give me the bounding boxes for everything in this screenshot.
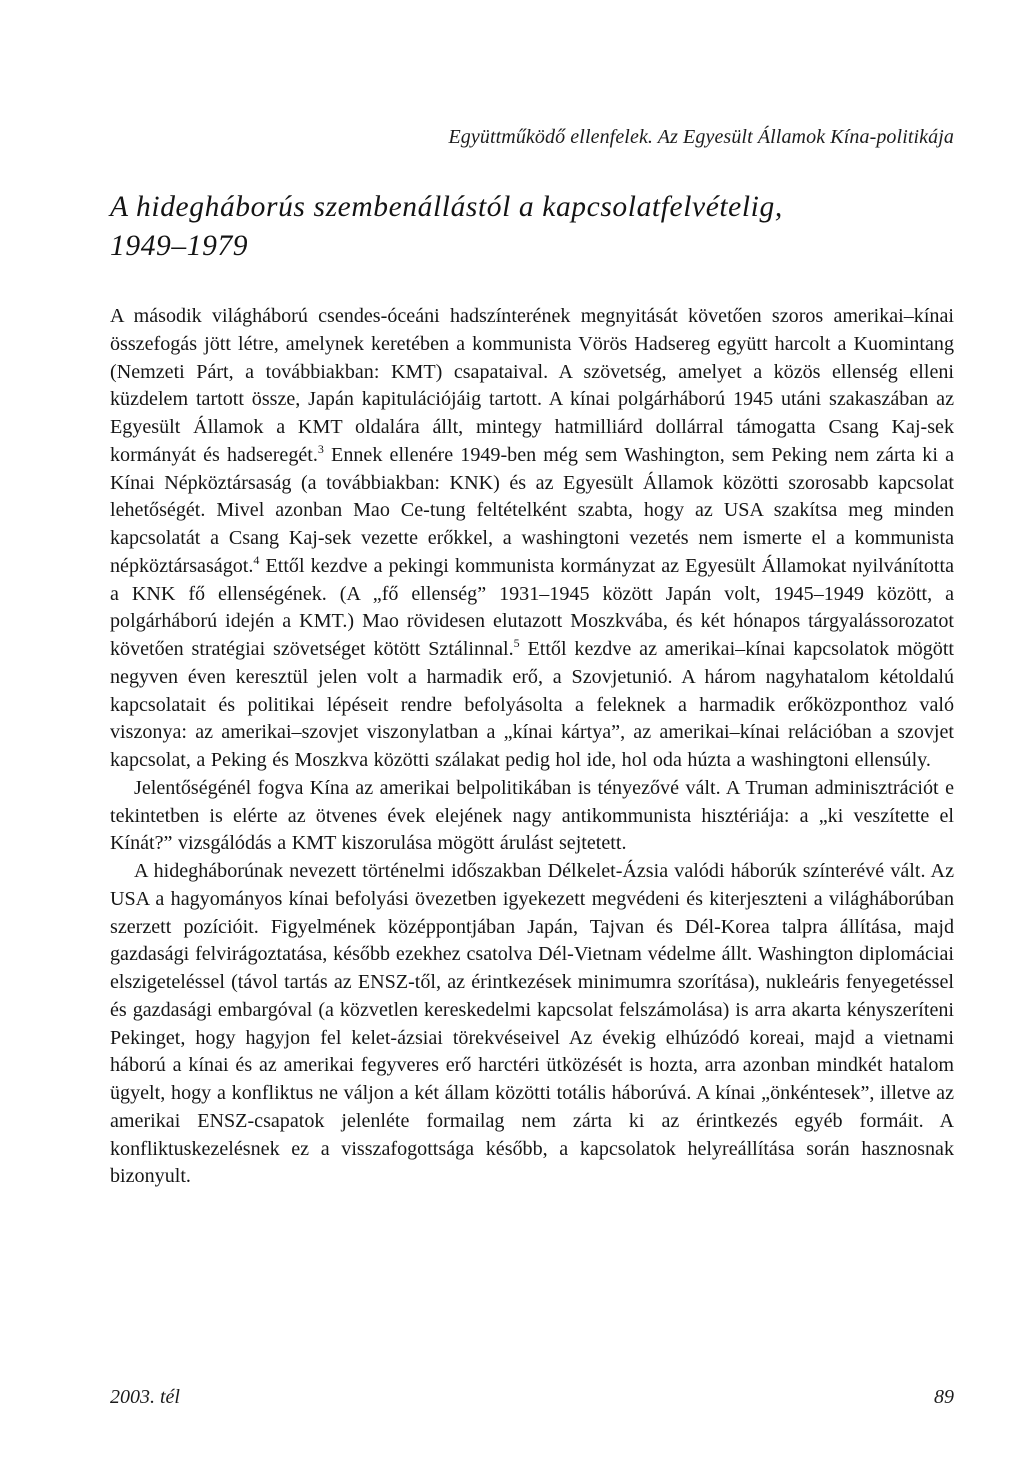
body-paragraph [110,775,954,858]
running-header: Együttműködő ellenfelek. Az Egyesült Államok Kína-politikája [448,126,954,148]
paragraph-text: Ettől kezdve az amerikai–kínai kapcsolatok mögött negyven éven keresztül jelen volt a harmadik erő, a Szovjetunió. A három nagyhatalom kétoldalú kapcsolatait és politikai lépéseit rendre befolyásolta a feleknek a harmadik erőközponthoz való viszonya: az amerikai–szovjet viszonylatban a „kínai kártya”, az amerikai–kínai relációban a szovjet kapcsolat, a Peking és Moszkva közötti szálakat pedig hol ide, hol oda húzta a washingtoni ellensúly. [110,638,954,771]
footnote-marker: 4 [253,552,260,567]
footnote-marker: 5 [513,636,520,651]
body-paragraph [110,303,954,775]
article-title-line-2: 1949–1979 [110,230,249,262]
body-paragraph [110,858,954,1191]
article-body [110,303,954,1191]
article-title-line-1: A hidegháborús szembenállástól a kapcsolatfelvételig, [110,191,783,223]
paragraph-text: A második világháború csendes-óceáni hadszínterének megnyitását követően szoros amerikai–kínai összefogás jött létre, amelynek keretében a kommunista Vörös Hadsereg együtt harcolt a Kuomintang (Nemzeti Párt, a továbbiakban: KMT) csapataival. A szövetség, amelyet a közös ellenség elleni küzdelem tartott össze, Japán kapitulációjáig tartott. A kínai polgárháború 1945 utáni szakaszában az Egyesült Államok a KMT oldalára állt, mintegy hatmilliárd dollárral támogatta Csang Kaj-sek kormányát és hadseregét. [110,305,954,466]
document-page [110,0,954,1476]
paragraph-text: Ennek ellenére 1949-ben még sem Washington, sem Peking nem zárta ki a Kínai Népköztársaság (a továbbiakban: KNK) és az Egyesült Államok közötti szorosabb kapcsolat lehetőségét. Mivel azonban Mao Ce-tung feltételként szabta, hogy az USA szakítsa meg minden kapcsolatát a Csang Kaj-sek vezette erőkkel, a washingtoni vezetés nem ismerte el a kommunista népköztársaságot. [110,443,954,577]
paragraph-text: Jelentőségénél fogva Kína az amerikai belpolitikában is tényezővé vált. A Truman adminisztrációt e tekintetben is elérte az ötvenes évek elejének nagy antikommunista hisztériája: a „ki veszítette el Kínát?” vizsgálódás a KMT kiszorulása mögött árulást sejtetett. [110,776,954,855]
footer-issue: 2003. tél [110,1386,180,1408]
page-number: 89 [934,1386,954,1408]
paragraph-text: A hidegháborúnak nevezett történelmi időszakban Délkelet-Ázsia valódi háborúk színterévé vált. Az USA a hagyományos kínai befolyási övezetben igyekezett megvédeni és kiterjeszteni a világháborúban szerzett pozícióit. Figyelmének középpontjában Japán, Tajvan és Dél-Korea talpra állítása, majd gazdasági felvirágoztatása, később ezekhez csatolva Dél-Vietnam védelme állt. Washington diplomáciai elszigeteléssel (távol tartás az ENSZ-től, az érintkezések minimumra szorítása), nukleáris fenyegetéssel és gazdasági embargóval (a közvetlen kereskedelmi kapcsolat felszámolása) is arra akarta kényszeríteni Pekinget, hogy hagyjon fel kelet-ázsiai törekvéseivel Az évekig elhúzódó koreai, majd a vietnami háború a kínai és az amerikai fegyveres erő harctéri ütközését is hozta, arra azonban mindkét hatalom ügyelt, hogy a konfliktus ne váljon a két állam közötti totális háborúvá. A kínai „önkéntesek”, illetve az amerikai ENSZ-csapatok jelenléte formailag nem zárta ki az érintkezés egyéb formáit. A konfliktuskezelésnek ez a visszafogottsága később, a kapcsolatok helyreállítása során hasznosnak bizonyult. [110,860,954,1188]
article-title [110,188,954,266]
paragraph-text: Ettől kezdve a pekingi kommunista kormányzat az Egyesült Államokat nyilvánította a KNK fő ellenségének. (A „fő ellenség” 1931–1945 között Japán volt, 1945–1949 között, a polgárháború idején a KMT.) Mao rövidesen elutazott Moszkvába, és két hónapos tárgyalássorozatot követően stratégiai szövetséget kötött Sztálinnal. [110,554,954,660]
footnote-marker: 3 [317,441,324,456]
